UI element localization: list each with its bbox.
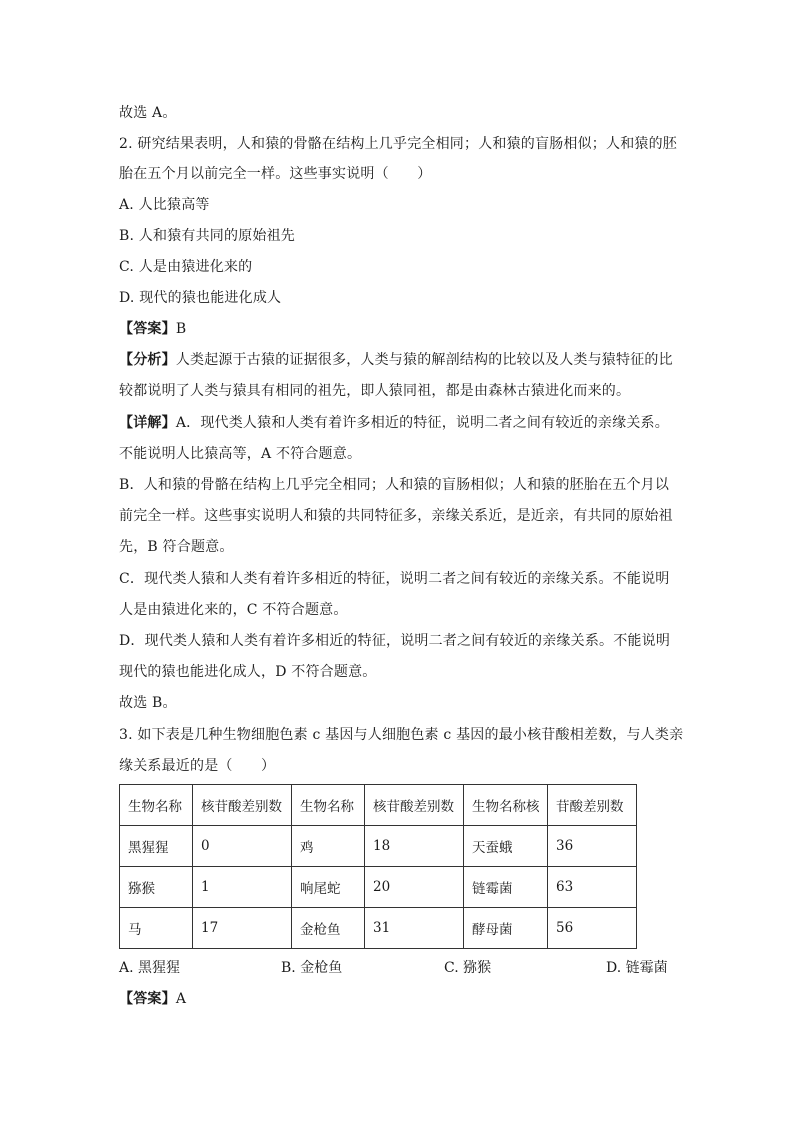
table-cell: 1 [193, 867, 292, 908]
table-cell: 响尾蛇 [292, 867, 365, 908]
question-2-option-b: B. 人和猿有共同的原始祖先 [119, 228, 295, 244]
question-2-option-d: D. 现代的猿也能进化成人 [119, 290, 282, 306]
text-line: 不能说明人比猿高等，A 不符合题意。 [119, 446, 362, 462]
question-2-option-c: C. 人是由猿进化来的 [119, 259, 253, 275]
text-line: C．现代类人猿和人类有着许多相近的特征，说明二者之间有较近的亲缘关系。不能说明 [119, 571, 670, 587]
detail-line [119, 413, 669, 433]
analysis-line [119, 350, 673, 370]
answer-label: 【答案】 [119, 321, 176, 337]
table-cell: 20 [365, 867, 464, 908]
text-line: 故选 B。 [119, 695, 177, 711]
text-line: 现代的猿也能进化成人，D 不符合题意。 [119, 664, 377, 680]
detail-text: A．现代类人猿和人类有着许多相近的特征，说明二者之间有较近的亲缘关系。 [175, 415, 669, 431]
nucleotide-difference-table [119, 784, 637, 949]
table-header-cell: 苷酸差别数 [548, 785, 637, 826]
table-row [120, 867, 637, 908]
table-cell: 18 [365, 826, 464, 867]
table-row [120, 908, 637, 949]
question-3-option-c: C. 猕猴 [444, 960, 492, 976]
answer-label: 【答案】 [119, 991, 176, 1007]
text-line: B．人和猿的骨骼在结构上几乎完全相同；人和猿的盲肠相似；人和猿的胚胎在五个月以 [119, 477, 670, 493]
answer-value: A [175, 991, 187, 1007]
table-cell: 链霉菌 [464, 867, 548, 908]
question-3-stem: 3. 如下表是几种生物细胞色素 c 基因与人细胞色素 c 基因的最小核苷酸相差数，与人类亲 [119, 727, 684, 743]
table-cell: 17 [193, 908, 292, 949]
table-header-row [120, 785, 637, 826]
table-cell: 63 [548, 867, 637, 908]
question-2-option-a: A. 人比猿高等 [119, 197, 210, 213]
question-3-option-d: D. 链霉菌 [606, 960, 668, 976]
table-header-cell: 生物名称 [120, 785, 193, 826]
table-header-cell: 生物名称 [292, 785, 365, 826]
answer-line [119, 319, 186, 339]
table-row [120, 826, 637, 867]
question-3-option-a: A. 黑猩猩 [119, 960, 181, 976]
table-cell: 马 [120, 908, 193, 949]
question-3-option-b: B. 金枪鱼 [281, 960, 343, 976]
analysis-label: 【分析】 [119, 352, 176, 368]
text-line: 先，B 符合题意。 [119, 539, 234, 555]
table-cell: 0 [193, 826, 292, 867]
table-header-cell: 核苷酸差别数 [193, 785, 292, 826]
table-cell: 36 [548, 826, 637, 867]
answer-line [119, 989, 186, 1009]
text-line: 较都说明了人类与猿具有相同的祖先，即人猿同祖，都是由森林古猿进化而来的。 [119, 383, 631, 399]
question-2-stem: 2. 研究结果表明，人和猿的骨骼在结构上几乎完全相同；人和猿的盲肠相似；人和猿的胚 [119, 136, 678, 152]
text-line: 人是由猿进化来的，C 不符合题意。 [119, 602, 348, 618]
answer-value: B [175, 321, 187, 337]
table-cell: 金枪鱼 [292, 908, 365, 949]
detail-label: 【详解】 [119, 415, 176, 431]
analysis-text: 人类起源于古猿的证据很多，人类与猿的解剖结构的比较以及人类与猿特征的比 [175, 352, 673, 368]
table-cell: 鸡 [292, 826, 365, 867]
table-cell: 56 [548, 908, 637, 949]
table-header-cell: 核苷酸差别数 [365, 785, 464, 826]
table-cell: 黑猩猩 [120, 826, 193, 867]
text-line: 故选 A。 [119, 105, 177, 121]
question-3-stem-cont: 缘关系最近的是（ ） [119, 758, 276, 774]
table-header-cell: 生物名称核 [464, 785, 548, 826]
table-cell: 天蚕蛾 [464, 826, 548, 867]
table-cell: 猕猴 [120, 867, 193, 908]
table-cell: 31 [365, 908, 464, 949]
text-line: 前完全一样。这些事实说明人和猿的共同特征多，亲缘关系近，是近亲，有共同的原始祖 [119, 508, 673, 524]
table-cell: 酵母菌 [464, 908, 548, 949]
question-2-stem-cont: 胎在五个月以前完全一样。这些事实说明（ ） [119, 166, 432, 182]
text-line: D．现代类人猿和人类有着许多相近的特征，说明二者之间有较近的亲缘关系。不能说明 [119, 633, 671, 649]
